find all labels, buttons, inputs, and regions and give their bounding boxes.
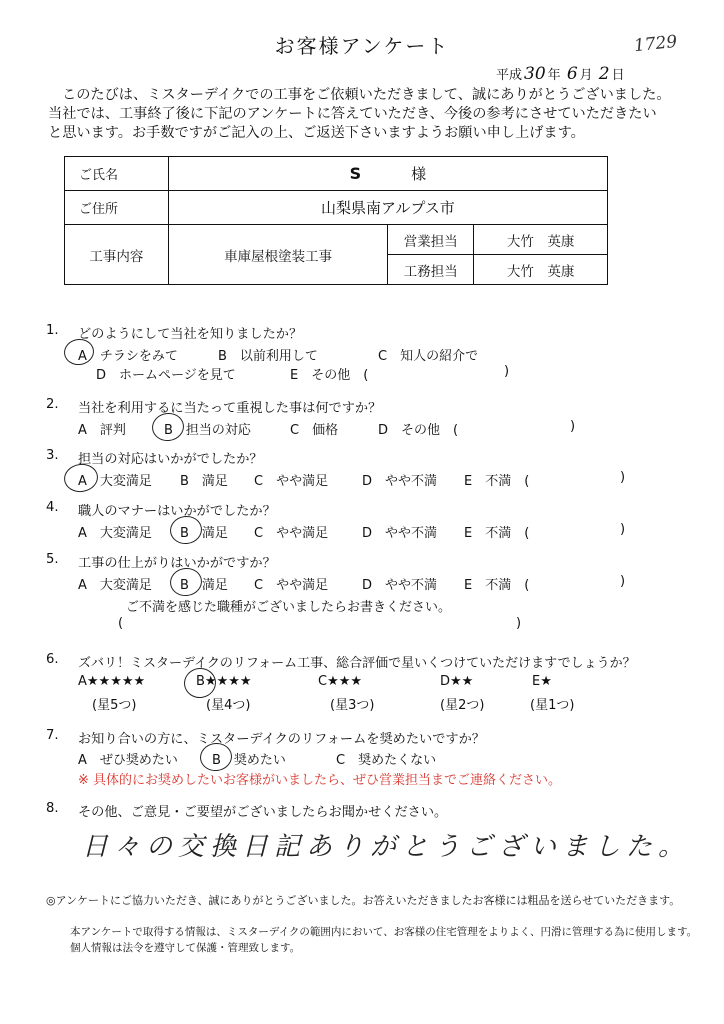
q1-option-b[interactable]: B 以前利用して: [218, 349, 318, 364]
q8-handwritten-answer: 日々の交換日記ありがとうございました。: [82, 832, 691, 862]
address-value: 山梨県南アルプス市: [168, 191, 607, 225]
q6-option-d-sub: (星2つ): [440, 698, 485, 713]
sales-value: 大竹 英康: [474, 225, 608, 255]
intro-line: このたびは、ミスターデイクでの工事をご依頼いただきまして、誠にありがとうございました。: [62, 87, 671, 103]
q6-option-e-sub: (星1つ): [530, 698, 575, 713]
q1-option-d[interactable]: D ホームページを見て: [96, 368, 236, 383]
q6-option-c[interactable]: C★★★: [318, 674, 363, 689]
work-value: 車庫屋根塗装工事: [168, 225, 388, 285]
q3-option-a[interactable]: A 大変満足: [78, 474, 152, 489]
date-day: 2: [598, 64, 610, 84]
intro-line: 当社では、工事終了後に下記のアンケートに答えていただき、今後の参考にさせていただきたい: [48, 106, 657, 122]
q6-option-a-sub: (星5つ): [92, 698, 137, 713]
q5-option-e-close: ): [620, 574, 626, 589]
works-value: 大竹 英康: [474, 255, 608, 285]
q7-option-c[interactable]: C 奨めたくない: [336, 753, 437, 768]
q2-option-d[interactable]: D その他 (: [378, 423, 459, 438]
q6-option-c-sub: (星3つ): [330, 698, 375, 713]
q8-text: その他、ご意見・ご要望がございましたらお聞かせください。: [78, 805, 448, 820]
q5-option-e[interactable]: E 不満 (: [464, 578, 530, 593]
q1-option-c[interactable]: C 知人の紹介で: [378, 349, 479, 364]
footer-privacy-2: 個人情報は法令を遵守して保護・管理致します。: [70, 942, 301, 954]
q5-text: 工事の仕上がりはいかがですか？: [78, 556, 276, 571]
q2-option-b[interactable]: B 担当の対応: [164, 423, 251, 438]
q1-text: どのようにして当社を知りましたか？: [78, 327, 303, 342]
q3-option-b[interactable]: B 満足: [180, 474, 228, 489]
date-year-unit: 年: [547, 68, 561, 83]
q6-option-d[interactable]: D★★: [440, 674, 474, 689]
date-year: 30: [524, 64, 546, 84]
q7-number: 7.: [46, 728, 59, 743]
q1-option-a[interactable]: A チラシをみて: [78, 349, 178, 364]
q5-option-d[interactable]: D やや不満: [362, 578, 438, 593]
q5-option-b[interactable]: B 満足: [180, 578, 228, 593]
q4-option-a[interactable]: A 大変満足: [78, 526, 152, 541]
address-label: ご住所: [65, 191, 169, 225]
q2-option-d-close: ): [570, 419, 576, 434]
q5-option-c[interactable]: C やや満足: [254, 578, 329, 593]
q5-option-a[interactable]: A 大変満足: [78, 578, 152, 593]
q3-number: 3.: [46, 448, 59, 463]
q7-option-a[interactable]: A ぜひ奨めたい: [78, 753, 178, 768]
q3-option-d[interactable]: D やや不満: [362, 474, 438, 489]
q2-option-a[interactable]: A 評判: [78, 423, 126, 438]
date-month-unit: 月: [579, 68, 593, 83]
survey-title: お客様アンケート: [274, 34, 450, 58]
q5-sub-text: ご不満を感じた職種がございましたらお書きください。: [126, 600, 452, 615]
q2-option-c[interactable]: C 価格: [290, 423, 339, 438]
q6-option-b[interactable]: B★★★★: [196, 674, 252, 689]
q4-option-e[interactable]: E 不満 (: [464, 526, 530, 541]
q3-option-e-close: ): [620, 470, 626, 485]
date-day-unit: 日: [611, 68, 625, 83]
q6-option-a[interactable]: A★★★★★: [78, 674, 146, 689]
intro-line: と思います。お手数ですがご記入の上、ご返送下さいますようお願い申し上げます。: [48, 125, 585, 141]
footer-privacy-1: 本アンケートで取得する情報は、ミスターデイクの範囲内において、お客様の住宅管理をよりよく、円滑に管理する為に使用します。: [70, 926, 698, 938]
q6-text: ズバリ！ミスターデイクのリフォーム工事、総合評価で星いくつけていただけますでしょうか？: [78, 656, 636, 671]
q2-text: 当社を利用するに当たって重視した事は何ですか？: [78, 401, 382, 416]
q4-option-c[interactable]: C やや満足: [254, 526, 329, 541]
q5-sub-open: (: [118, 616, 124, 631]
q7-option-b[interactable]: B 奨めたい: [212, 753, 286, 768]
q6-option-b-sub: (星4つ): [206, 698, 251, 713]
q5-number: 5.: [46, 552, 59, 567]
customer-name: S: [349, 164, 362, 183]
q8-number: 8.: [46, 801, 59, 816]
q3-option-e[interactable]: E 不満 (: [464, 474, 530, 489]
q3-option-c[interactable]: C やや満足: [254, 474, 329, 489]
q7-text: お知り合いの方に、ミスターデイクのリフォームを奨めたいですか？: [78, 732, 485, 747]
sales-label: 営業担当: [388, 225, 474, 255]
name-cell: [168, 157, 607, 191]
q4-number: 4.: [46, 500, 59, 515]
footer-thanks: ◎アンケートにご協力いただき、誠にありがとうございました。お答えいただきましたお客様には粗品を送らせていただきます。: [46, 894, 681, 907]
name-suffix: 様: [411, 165, 427, 183]
intro-text: [48, 86, 688, 143]
q1-number: 1.: [46, 323, 59, 338]
works-label: 工務担当: [388, 255, 474, 285]
date-era: 平成: [496, 68, 523, 83]
q1-option-e[interactable]: E その他 (: [290, 368, 369, 383]
work-label: 工事内容: [65, 225, 169, 285]
q3-text: 担当の対応はいかがでしたか？: [78, 452, 263, 467]
date-month: 6: [566, 64, 578, 84]
q6-number: 6.: [46, 652, 59, 667]
q7-contact-note: ※ 具体的にお奨めしたいお客様がいましたら、ぜひ営業担当までご連絡ください。: [78, 773, 562, 788]
q5-sub-close: ): [516, 616, 522, 631]
survey-date: [496, 64, 625, 84]
q4-option-e-close: ): [620, 522, 626, 537]
q4-option-b[interactable]: B 満足: [180, 526, 228, 541]
q4-text: 職人のマナーはいかがでしたか？: [78, 504, 276, 519]
name-label: ご氏名: [65, 157, 169, 191]
q1-option-e-close: ): [504, 364, 510, 379]
reference-number: 1729: [633, 31, 679, 57]
q4-option-d[interactable]: D やや不満: [362, 526, 438, 541]
q2-number: 2.: [46, 397, 59, 412]
q6-option-e[interactable]: E★: [532, 674, 552, 689]
customer-info-table: [64, 156, 608, 285]
